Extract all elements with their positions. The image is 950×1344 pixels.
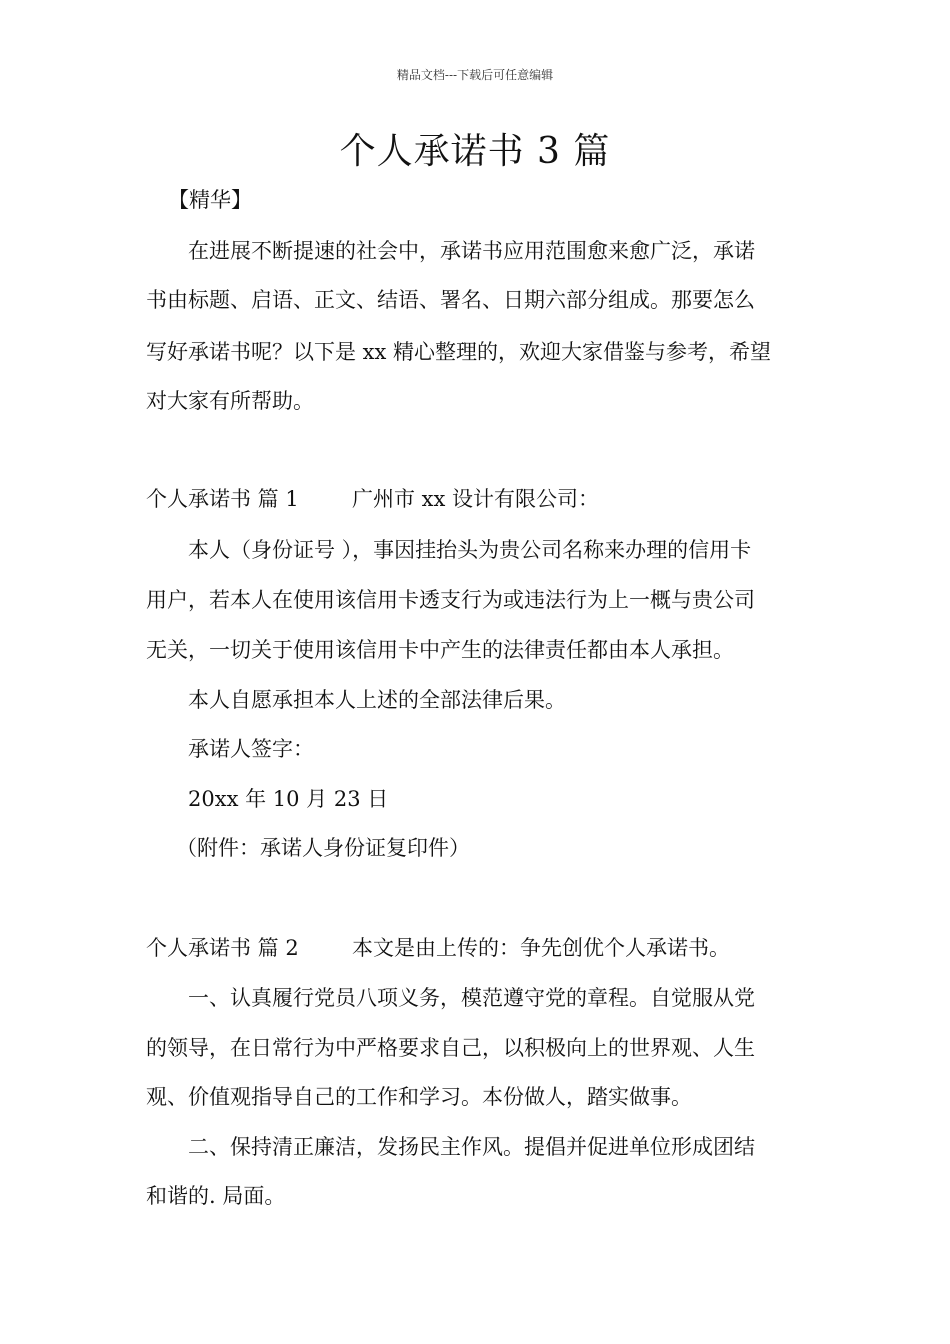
- section-2-item-1-line: 的领导，在日常行为中严格要求自己，以积极向上的世界观、人生: [146, 1036, 755, 1060]
- section-1-heading-line: [146, 485, 599, 513]
- intro-line: 在进展不断提速的社会中，承诺书应用范围愈来愈广泛，承诺: [188, 239, 755, 263]
- section-1-attachment: （附件：承诺人身份证复印件）: [176, 836, 470, 860]
- header-note: 精品文档---下载后可任意编辑: [396, 68, 554, 82]
- section-2-item-2-line: 和谐的. 局面。: [146, 1184, 286, 1208]
- section-2-item-1-line: 一、认真履行党员八项义务，模范遵守党的章程。自觉服从党: [188, 986, 755, 1010]
- section-1-date: 20xx 年 10 月 23 日: [188, 787, 389, 811]
- section-1-signature: 承诺人签字：: [188, 737, 314, 761]
- intro-line: 书由标题、启语、正文、结语、署名、日期六部分组成。那要怎么: [146, 288, 755, 312]
- document-title: 个人承诺书 3 篇: [339, 131, 611, 172]
- intro-line: 对大家有所帮助。: [146, 389, 314, 413]
- section-1-addressee: 广州市 xx 设计有限公司：: [352, 487, 600, 511]
- intro-line: 写好承诺书呢？以下是 xx 精心整理的，欢迎大家借鉴与参考，希望: [146, 340, 772, 364]
- section-2-item-2-line: 二、保持清正廉洁，发扬民主作风。提倡并促进单位形成团结: [188, 1135, 755, 1159]
- section-1-body-line: 本人（身份证号 ），事因挂抬头为贵公司名称来办理的信用卡: [188, 538, 752, 562]
- section-1-body-line: 用户，若本人在使用该信用卡透支行为或违法行为上一概与贵公司: [146, 588, 755, 612]
- tag-label: 【精华】: [168, 188, 252, 212]
- section-1-heading: 个人承诺书 篇 1: [146, 487, 299, 511]
- section-2-item-1-line: 观、价值观指导自己的工作和学习。本份做人，踏实做事。: [146, 1085, 692, 1109]
- section-1-statement: 本人自愿承担本人上述的全部法律后果。: [188, 688, 566, 712]
- section-2-source: 本文是由上传的：争先创优个人承诺书。: [352, 936, 730, 960]
- section-1-body-line: 无关，一切关于使用该信用卡中产生的法律责任都由本人承担。: [146, 638, 734, 662]
- section-2-heading-line: [146, 934, 730, 962]
- section-2-heading: 个人承诺书 篇 2: [146, 936, 299, 960]
